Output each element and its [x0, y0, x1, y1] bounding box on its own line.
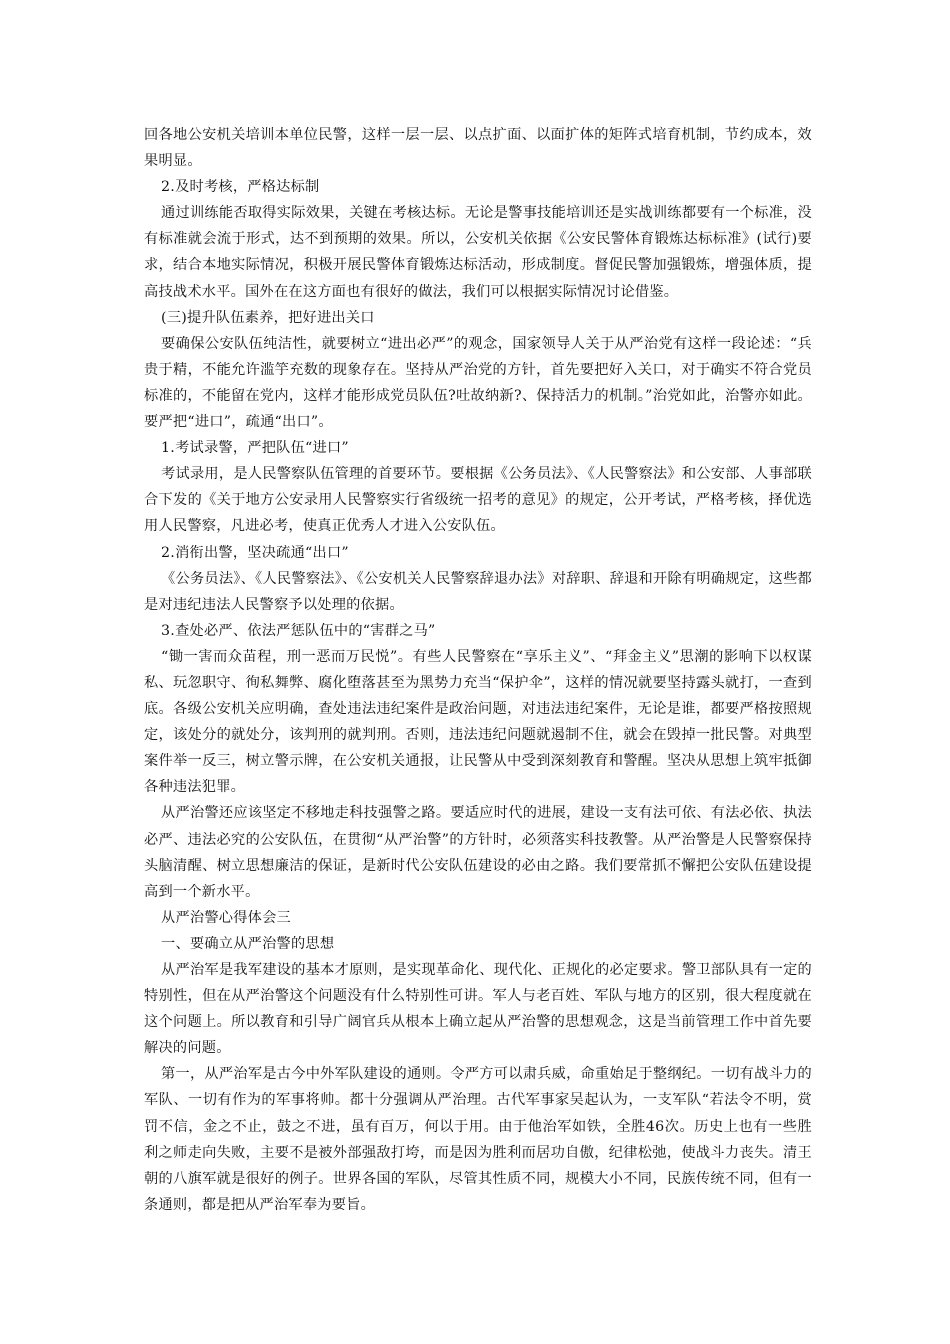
- section-heading: 1.考试录警，严把队伍“进口”: [161, 440, 349, 457]
- paragraph: 从严治警还应该坚定不移地走科技强警之路。要适应时代的进展，建设一支有法可依、有法必依、执法必严、违法必究的公安队伍，在贯彻“从严治警”的方针时，必须落实科技教警。从严治警是人民警察保持头脑清醒、树立思想廉洁的保证，是新时代公安队伍建设的必由之路。我们要常抓不懈把公安队伍建设提高到一个新水平。: [144, 805, 812, 900]
- section-heading: 从严治警心得体会三: [161, 909, 291, 926]
- section-heading: 3.查处必严、依法严惩队伍中的“害群之马”: [161, 622, 436, 639]
- paragraph: “锄一害而众苗程，刑一恶而万民悦”。有些人民警察在“享乐主义”、“拜金主义”思潮的影响下以权谋私、玩忽职守、徇私舞弊、腐化堕落甚至为黑势力充当“保护伞”，这样的情况就要坚持露头就打，一查到底。各级公安机关应明确，查处违法违纪案件是政治问题，对违法违纪案件，无论是谁，都要严格按照规定，该处分的就处分，该判刑的就判刑。否则，违法违纪问题就遏制不住，就会在毁掉一批民警。对典型案件举一反三，树立警示牌，在公安机关通报，让民警从中受到深刻教育和警醒。坚决从思想上筑牢抵御各种违法犯罪。: [144, 648, 812, 796]
- paragraph: 从严治军是我军建设的基本才原则，是实现革命化、现代化、正规化的必定要求。警卫部队具有一定的特别性，但在从严治警这个问题没有什么特别性可讲。军人与老百姓、军队与地方的区别，很大程度就在这个问题上。所以教育和引导广阔官兵从根本上确立起从严治警的思想观念，这是当前管理工作中首先要解决的问题。: [144, 962, 812, 1057]
- document-page: [144, 122, 812, 1218]
- section-heading: 2.消衔出警，坚决疏通“出口”: [161, 544, 349, 561]
- section-heading: 2.及时考核，严格达标制: [161, 179, 320, 196]
- section-heading: (三)提升队伍素养，把好进出关口: [161, 309, 375, 326]
- paragraph: 考试录用，是人民警察队伍管理的首要环节。要根据《公务员法》、《人民警察法》和公安部、人事部联合下发的《关于地方公安录用人民警察实行省级统一招考的意见》的规定，公开考试，严格考核，择优选用人民警察，凡进必考，使真正优秀人才进入公安队伍。: [144, 466, 812, 535]
- paragraph: 第一，从严治军是古今中外军队建设的通则。令严方可以肃兵威，命重始足于整纲纪。一切有战斗力的军队、一切有作为的军事将帅。都十分强调从严治理。古代军事家吴起认为，一支军队“若法令不明，赏罚不信，金之不止，鼓之不进，虽有百万，何以于用。由于他治军如铁，全胜46次。历史上也有一些胜利之师走向失败，主要不是被外部强敌打垮，而是因为胜利而居功自傲，纪律松弛，使战斗力丧失。清王朝的八旗军就是很好的例子。世界各国的军队，尽管其性质不同，规模大小不同，民族传统不同，但有一条通则，都是把从严治军奉为要旨。: [144, 1066, 812, 1213]
- paragraph: 通过训练能否取得实际效果，关键在考核达标。无论是警事技能培训还是实战训练都要有一个标准，没有标准就会流于形式，达不到预期的效果。所以，公安机关依据《公安民警体育锻炼达标标准》(试行)要求，结合本地实际情况，积极开展民警体育锻炼达标活动，形成制度。督促民警加强锻炼，增强体质，提高技战术水平。国外在在这方面也有很好的做法，我们可以根据实际情况讨论借鉴。: [144, 205, 812, 300]
- section-heading: 一、要确立从严治警的思想: [161, 935, 335, 952]
- paragraph: 要确保公安队伍纯洁性，就要树立“进出必严”的观念，国家领导人关于从严治党有这样一段论述：“兵贵于精，不能允许滥竽充数的现象存在。坚持从严治党的方针，首先要把好入关口，对于确实不符合党员标准的，不能留在党内，这样才能形成党员队伍?吐故纳新?、保持活力的机制。”治党如此，治警亦如此。要严把“进口”，疏通“出口”。: [144, 335, 812, 431]
- paragraph: 《公务员法》、《人民警察法》、《公安机关人民警察辞退办法》对辞职、辞退和开除有明确规定，这些都是对违纪违法人民警察予以处理的依据。: [144, 570, 812, 613]
- paragraph: 回各地公安机关培训本单位民警，这样一层一层、以点扩面、以面扩体的矩阵式培育机制，节约成本，效果明显。: [144, 127, 812, 170]
